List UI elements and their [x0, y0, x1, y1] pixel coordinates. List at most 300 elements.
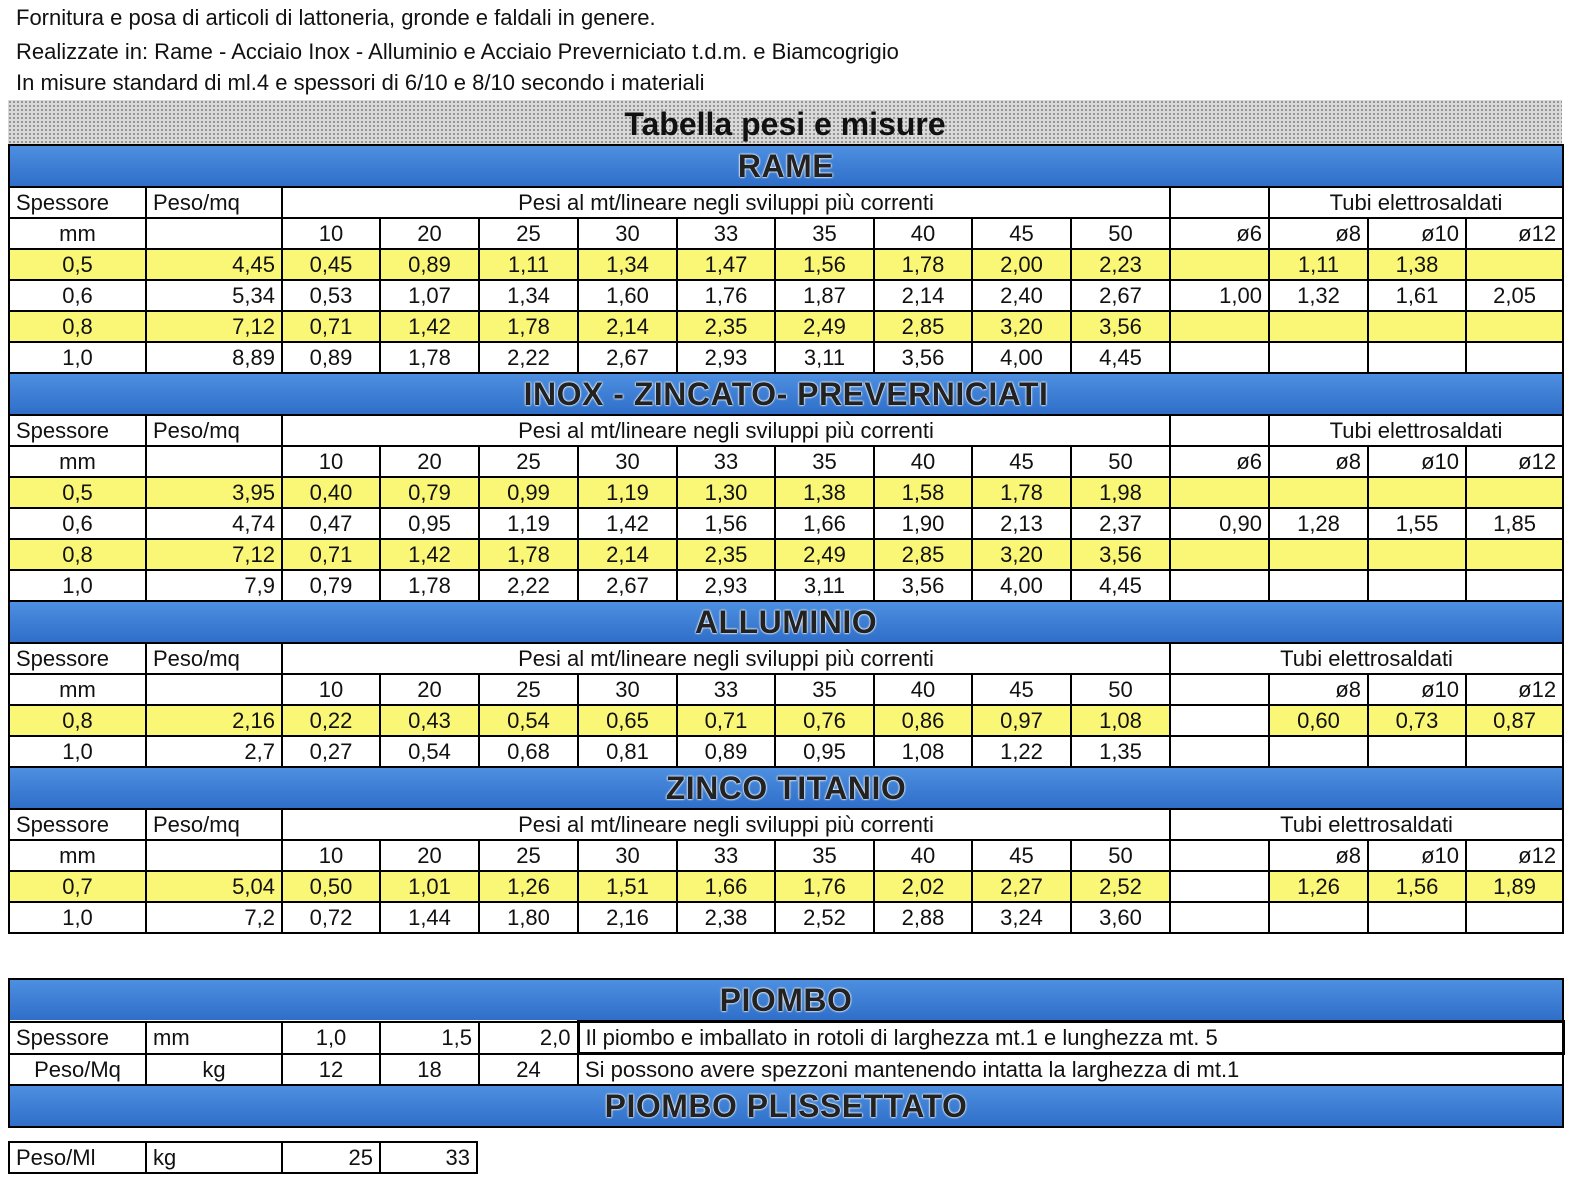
tube-size-cell	[1170, 674, 1269, 705]
tube-size-cell: ø10	[1368, 218, 1466, 249]
value-cell: 1,60	[578, 280, 677, 311]
tube-value-cell	[1466, 570, 1563, 601]
row-unit: kg	[146, 1142, 282, 1173]
header-tubi: Tubi elettrosaldati	[1170, 809, 1563, 840]
tube-value-cell	[1466, 902, 1563, 933]
thickness-cell: 1,0	[9, 342, 146, 373]
section-title: PIOMBO	[9, 979, 1563, 1022]
size-cell: 45	[972, 218, 1071, 249]
header-peso-mq: Peso/mq	[146, 643, 282, 674]
size-cell: 10	[282, 446, 380, 477]
data-row	[9, 570, 1563, 601]
row-label: Peso/Ml	[9, 1142, 146, 1173]
section-title: ALLUMINIO	[9, 601, 1563, 643]
value-cell: 0,95	[380, 508, 479, 539]
value-cell: 0,99	[479, 477, 578, 508]
value-cell: 25	[282, 1142, 380, 1173]
tube-size-cell: ø12	[1466, 674, 1563, 705]
value-cell: 1,07	[380, 280, 479, 311]
header-blank	[146, 840, 282, 871]
value-cell: 1,78	[380, 570, 479, 601]
tube-value-cell	[1368, 477, 1466, 508]
intro-line-1: Fornitura e posa di articoli di lattoneria, gronde e faldali in genere.	[16, 5, 656, 30]
header-pesi: Pesi al mt/lineare negli sviluppi più correnti	[282, 415, 1170, 446]
tube-size-cell: ø8	[1269, 674, 1368, 705]
value-cell: 2,38	[677, 902, 775, 933]
section-header-piombo	[9, 979, 1563, 1022]
header-peso-mq: Peso/mq	[146, 187, 282, 218]
tube-value-cell: 1,38	[1368, 249, 1466, 280]
value-cell: 0,68	[479, 736, 578, 767]
tube-value-cell: 1,28	[1269, 508, 1368, 539]
size-cell: 35	[775, 674, 874, 705]
value-cell: 2,93	[677, 570, 775, 601]
size-cell: 20	[380, 446, 479, 477]
section-title: PIOMBO PLISSETTATO	[9, 1085, 1563, 1127]
tube-value-cell	[1170, 902, 1269, 933]
size-cell: 33	[677, 674, 775, 705]
size-cell: 45	[972, 446, 1071, 477]
tube-value-cell: 0,73	[1368, 705, 1466, 736]
tube-value-cell	[1170, 871, 1269, 902]
weights-table	[8, 144, 1564, 934]
row-label: Spessore	[9, 1022, 146, 1054]
thickness-cell: 0,6	[9, 280, 146, 311]
size-cell: 10	[282, 840, 380, 871]
header-blank	[146, 446, 282, 477]
size-row	[9, 840, 1563, 871]
data-row	[9, 477, 1563, 508]
size-cell: 35	[775, 840, 874, 871]
data-row	[9, 311, 1563, 342]
tube-value-cell	[1368, 736, 1466, 767]
piombo-table	[8, 978, 1565, 1128]
peso-cell: 2,7	[146, 736, 282, 767]
value-cell: 0,97	[972, 705, 1071, 736]
tube-value-cell	[1466, 539, 1563, 570]
tube-size-cell: ø12	[1466, 840, 1563, 871]
value-cell: 1,22	[972, 736, 1071, 767]
tube-value-cell	[1368, 902, 1466, 933]
size-cell: 40	[874, 840, 972, 871]
value-cell: 1,56	[677, 508, 775, 539]
value-cell: 1,08	[1071, 705, 1170, 736]
value-cell: 2,35	[677, 539, 775, 570]
value-cell: 0,89	[282, 342, 380, 373]
value-cell: 2,93	[677, 342, 775, 373]
tube-size-cell: ø12	[1466, 446, 1563, 477]
value-cell: 4,00	[972, 570, 1071, 601]
tube-value-cell: 2,05	[1466, 280, 1563, 311]
peso-cell: 3,95	[146, 477, 282, 508]
thickness-cell: 1,0	[9, 570, 146, 601]
thickness-cell: 1,0	[9, 902, 146, 933]
header-peso-mq: Peso/mq	[146, 415, 282, 446]
value-cell: 1,0	[282, 1022, 380, 1054]
value-cell: 0,27	[282, 736, 380, 767]
value-cell: 2,14	[578, 539, 677, 570]
header-tubi: Tubi elettrosaldati	[1269, 187, 1563, 218]
peso-cell: 7,2	[146, 902, 282, 933]
column-header-row	[9, 643, 1563, 674]
value-cell: 2,52	[775, 902, 874, 933]
size-cell: 33	[677, 840, 775, 871]
header-pesi: Pesi al mt/lineare negli sviluppi più correnti	[282, 809, 1170, 840]
section-header	[9, 601, 1563, 643]
value-cell: 0,54	[380, 736, 479, 767]
value-cell: 0,40	[282, 477, 380, 508]
value-cell: 2,02	[874, 871, 972, 902]
tube-value-cell: 1,00	[1170, 280, 1269, 311]
peso-cell: 4,74	[146, 508, 282, 539]
value-cell: 1,34	[578, 249, 677, 280]
value-cell: 0,54	[479, 705, 578, 736]
value-cell: 0,86	[874, 705, 972, 736]
value-cell: 0,45	[282, 249, 380, 280]
header-tubi: Tubi elettrosaldati	[1269, 415, 1563, 446]
column-header-row	[9, 809, 1563, 840]
size-cell: 30	[578, 218, 677, 249]
size-row	[9, 674, 1563, 705]
tube-value-cell	[1170, 477, 1269, 508]
value-cell: 0,22	[282, 705, 380, 736]
tube-value-cell	[1466, 736, 1563, 767]
tube-value-cell	[1170, 311, 1269, 342]
value-cell: 2,14	[578, 311, 677, 342]
value-cell: 1,30	[677, 477, 775, 508]
section-title: RAME	[9, 145, 1563, 187]
tube-size-cell: ø10	[1368, 446, 1466, 477]
tube-value-cell	[1269, 902, 1368, 933]
value-cell: 3,20	[972, 539, 1071, 570]
size-cell: 25	[479, 446, 578, 477]
value-cell: 0,71	[282, 311, 380, 342]
thickness-cell: 1,0	[9, 736, 146, 767]
peso-cell: 2,16	[146, 705, 282, 736]
value-cell: 2,88	[874, 902, 972, 933]
data-row	[9, 705, 1563, 736]
size-cell: 30	[578, 446, 677, 477]
data-row	[9, 249, 1563, 280]
tube-value-cell: 1,32	[1269, 280, 1368, 311]
tube-value-cell	[1170, 249, 1269, 280]
value-cell: 2,35	[677, 311, 775, 342]
value-cell: 4,00	[972, 342, 1071, 373]
intro-line-3: In misure standard di ml.4 e spessori di 6/10 e 8/10 secondo i materiali	[16, 70, 705, 95]
piombo-peso-row	[9, 1054, 1563, 1086]
header-mm: mm	[9, 840, 146, 871]
tube-value-cell	[1269, 342, 1368, 373]
value-cell: 2,27	[972, 871, 1071, 902]
row-unit: mm	[146, 1022, 282, 1054]
plissettato-row	[9, 1142, 477, 1173]
value-cell: 0,47	[282, 508, 380, 539]
value-cell: 0,95	[775, 736, 874, 767]
value-cell: 1,78	[380, 342, 479, 373]
value-cell: 1,90	[874, 508, 972, 539]
tube-size-cell: ø8	[1269, 446, 1368, 477]
size-cell: 50	[1071, 840, 1170, 871]
value-cell: 1,76	[775, 871, 874, 902]
tube-value-cell: 0,90	[1170, 508, 1269, 539]
value-cell: 1,51	[578, 871, 677, 902]
header-empty	[1170, 415, 1269, 446]
tube-value-cell: 1,85	[1466, 508, 1563, 539]
tube-value-cell	[1368, 539, 1466, 570]
value-cell: 3,20	[972, 311, 1071, 342]
value-cell: 4,45	[1071, 342, 1170, 373]
value-cell: 1,56	[775, 249, 874, 280]
thickness-cell: 0,8	[9, 705, 146, 736]
value-cell: 1,78	[479, 539, 578, 570]
value-cell: 0,72	[282, 902, 380, 933]
size-cell: 25	[479, 674, 578, 705]
value-cell: 1,19	[578, 477, 677, 508]
value-cell: 1,42	[578, 508, 677, 539]
piombo-spessore-row	[9, 1022, 1563, 1054]
tube-value-cell	[1170, 342, 1269, 373]
peso-cell: 7,12	[146, 539, 282, 570]
value-cell: 2,67	[578, 570, 677, 601]
value-cell: 1,78	[479, 311, 578, 342]
value-cell: 3,56	[1071, 311, 1170, 342]
header-pesi: Pesi al mt/lineare negli sviluppi più correnti	[282, 187, 1170, 218]
tube-value-cell: 0,87	[1466, 705, 1563, 736]
tube-size-cell: ø6	[1170, 218, 1269, 249]
size-cell: 33	[677, 446, 775, 477]
tube-size-cell: ø6	[1170, 446, 1269, 477]
header-empty	[1170, 187, 1269, 218]
value-cell: 0,89	[380, 249, 479, 280]
tube-value-cell	[1170, 539, 1269, 570]
value-cell: 1,66	[677, 871, 775, 902]
section-header	[9, 145, 1563, 187]
tube-value-cell	[1170, 570, 1269, 601]
tube-size-cell	[1170, 840, 1269, 871]
size-cell: 10	[282, 674, 380, 705]
value-cell: 2,00	[972, 249, 1071, 280]
size-cell: 35	[775, 218, 874, 249]
size-cell: 25	[479, 218, 578, 249]
peso-cell: 4,45	[146, 249, 282, 280]
value-cell: 1,78	[972, 477, 1071, 508]
value-cell: 3,60	[1071, 902, 1170, 933]
data-row	[9, 736, 1563, 767]
size-cell: 40	[874, 446, 972, 477]
column-header-row	[9, 187, 1563, 218]
tube-value-cell	[1368, 570, 1466, 601]
value-cell: 1,34	[479, 280, 578, 311]
value-cell: 3,11	[775, 570, 874, 601]
tube-value-cell	[1466, 477, 1563, 508]
tube-size-cell: ø8	[1269, 218, 1368, 249]
value-cell: 1,5	[380, 1022, 479, 1054]
tube-value-cell	[1269, 311, 1368, 342]
data-row	[9, 508, 1563, 539]
size-cell: 50	[1071, 446, 1170, 477]
header-peso-mq: Peso/mq	[146, 809, 282, 840]
value-cell: 1,66	[775, 508, 874, 539]
tube-value-cell: 1,11	[1269, 249, 1368, 280]
tube-value-cell: 0,60	[1269, 705, 1368, 736]
size-cell: 50	[1071, 218, 1170, 249]
value-cell: 1,42	[380, 311, 479, 342]
value-cell: 1,98	[1071, 477, 1170, 508]
intro-line-2: Realizzate in: Rame - Acciaio Inox - Alluminio e Acciaio Preverniciato t.d.m. e Biamcogrigio	[16, 39, 899, 64]
value-cell: 2,85	[874, 539, 972, 570]
value-cell: 0,65	[578, 705, 677, 736]
tube-value-cell	[1368, 311, 1466, 342]
thickness-cell: 0,5	[9, 477, 146, 508]
tube-value-cell	[1466, 311, 1563, 342]
tube-value-cell: 1,61	[1368, 280, 1466, 311]
section-header	[9, 767, 1563, 809]
header-spessore: Spessore	[9, 415, 146, 446]
value-cell: 2,49	[775, 539, 874, 570]
tube-value-cell	[1269, 736, 1368, 767]
size-cell: 35	[775, 446, 874, 477]
tube-size-cell: ø12	[1466, 218, 1563, 249]
row-unit: kg	[146, 1054, 282, 1086]
size-cell: 20	[380, 840, 479, 871]
tube-size-cell: ø8	[1269, 840, 1368, 871]
thickness-cell: 0,6	[9, 508, 146, 539]
value-cell: 1,11	[479, 249, 578, 280]
value-cell: 0,89	[677, 736, 775, 767]
size-cell: 33	[677, 218, 775, 249]
thickness-cell: 0,8	[9, 311, 146, 342]
tube-value-cell: 1,26	[1269, 871, 1368, 902]
value-cell: 1,44	[380, 902, 479, 933]
peso-cell: 8,89	[146, 342, 282, 373]
tube-value-cell	[1466, 249, 1563, 280]
value-cell: 3,24	[972, 902, 1071, 933]
peso-cell: 5,34	[146, 280, 282, 311]
value-cell: 3,56	[874, 570, 972, 601]
size-cell: 30	[578, 840, 677, 871]
tube-value-cell	[1368, 342, 1466, 373]
header-mm: mm	[9, 218, 146, 249]
header-mm: mm	[9, 674, 146, 705]
value-cell: 1,26	[479, 871, 578, 902]
value-cell: 12	[282, 1054, 380, 1086]
value-cell: 1,87	[775, 280, 874, 311]
tube-value-cell: 1,55	[1368, 508, 1466, 539]
section-title: ZINCO TITANIO	[9, 767, 1563, 809]
value-cell: 24	[479, 1054, 578, 1086]
thickness-cell: 0,8	[9, 539, 146, 570]
tube-value-cell	[1170, 705, 1269, 736]
piombo-note: Si possono avere spezzoni mantenendo intatta la larghezza di mt.1	[578, 1054, 1563, 1086]
value-cell: 2,0	[479, 1022, 578, 1054]
value-cell: 33	[380, 1142, 477, 1173]
peso-cell: 7,9	[146, 570, 282, 601]
value-cell: 2,14	[874, 280, 972, 311]
tube-value-cell	[1269, 477, 1368, 508]
size-cell: 40	[874, 218, 972, 249]
header-spessore: Spessore	[9, 643, 146, 674]
size-cell: 45	[972, 840, 1071, 871]
value-cell: 3,56	[874, 342, 972, 373]
value-cell: 1,78	[874, 249, 972, 280]
peso-cell: 7,12	[146, 311, 282, 342]
size-cell: 45	[972, 674, 1071, 705]
section-title: INOX - ZINCATO- PREVERNICIATI	[9, 373, 1563, 415]
thickness-cell: 0,7	[9, 871, 146, 902]
value-cell: 1,35	[1071, 736, 1170, 767]
value-cell: 0,76	[775, 705, 874, 736]
size-cell: 20	[380, 218, 479, 249]
value-cell: 1,42	[380, 539, 479, 570]
value-cell: 2,67	[1071, 280, 1170, 311]
header-blank	[146, 218, 282, 249]
tube-value-cell	[1466, 342, 1563, 373]
header-mm: mm	[9, 446, 146, 477]
data-row	[9, 539, 1563, 570]
value-cell: 1,76	[677, 280, 775, 311]
header-spessore: Spessore	[9, 809, 146, 840]
value-cell: 18	[380, 1054, 479, 1086]
value-cell: 2,16	[578, 902, 677, 933]
value-cell: 0,79	[282, 570, 380, 601]
value-cell: 2,22	[479, 342, 578, 373]
value-cell: 1,80	[479, 902, 578, 933]
tube-size-cell: ø10	[1368, 840, 1466, 871]
value-cell: 1,01	[380, 871, 479, 902]
peso-cell: 5,04	[146, 871, 282, 902]
plissettato-table	[8, 1141, 478, 1174]
header-blank	[146, 674, 282, 705]
column-header-row	[9, 415, 1563, 446]
header-pesi: Pesi al mt/lineare negli sviluppi più correnti	[282, 643, 1170, 674]
size-cell: 50	[1071, 674, 1170, 705]
tube-size-cell: ø10	[1368, 674, 1466, 705]
value-cell: 3,11	[775, 342, 874, 373]
value-cell: 0,71	[282, 539, 380, 570]
value-cell: 2,67	[578, 342, 677, 373]
header-tubi: Tubi elettrosaldati	[1170, 643, 1563, 674]
value-cell: 0,81	[578, 736, 677, 767]
tube-value-cell: 1,89	[1466, 871, 1563, 902]
header-spessore: Spessore	[9, 187, 146, 218]
value-cell: 4,45	[1071, 570, 1170, 601]
value-cell: 3,56	[1071, 539, 1170, 570]
value-cell: 2,22	[479, 570, 578, 601]
value-cell: 0,50	[282, 871, 380, 902]
value-cell: 0,43	[380, 705, 479, 736]
size-cell: 25	[479, 840, 578, 871]
value-cell: 0,53	[282, 280, 380, 311]
tube-value-cell	[1269, 570, 1368, 601]
row-label: Peso/Mq	[9, 1054, 146, 1086]
tube-value-cell	[1269, 539, 1368, 570]
value-cell: 1,58	[874, 477, 972, 508]
section-header	[9, 373, 1563, 415]
size-cell: 20	[380, 674, 479, 705]
value-cell: 0,79	[380, 477, 479, 508]
value-cell: 1,47	[677, 249, 775, 280]
value-cell: 1,08	[874, 736, 972, 767]
data-row	[9, 871, 1563, 902]
data-row	[9, 342, 1563, 373]
table-title: Tabella pesi e misure	[8, 100, 1562, 144]
size-row	[9, 446, 1563, 477]
size-row	[9, 218, 1563, 249]
value-cell: 0,71	[677, 705, 775, 736]
thickness-cell: 0,5	[9, 249, 146, 280]
value-cell: 2,13	[972, 508, 1071, 539]
data-row	[9, 902, 1563, 933]
